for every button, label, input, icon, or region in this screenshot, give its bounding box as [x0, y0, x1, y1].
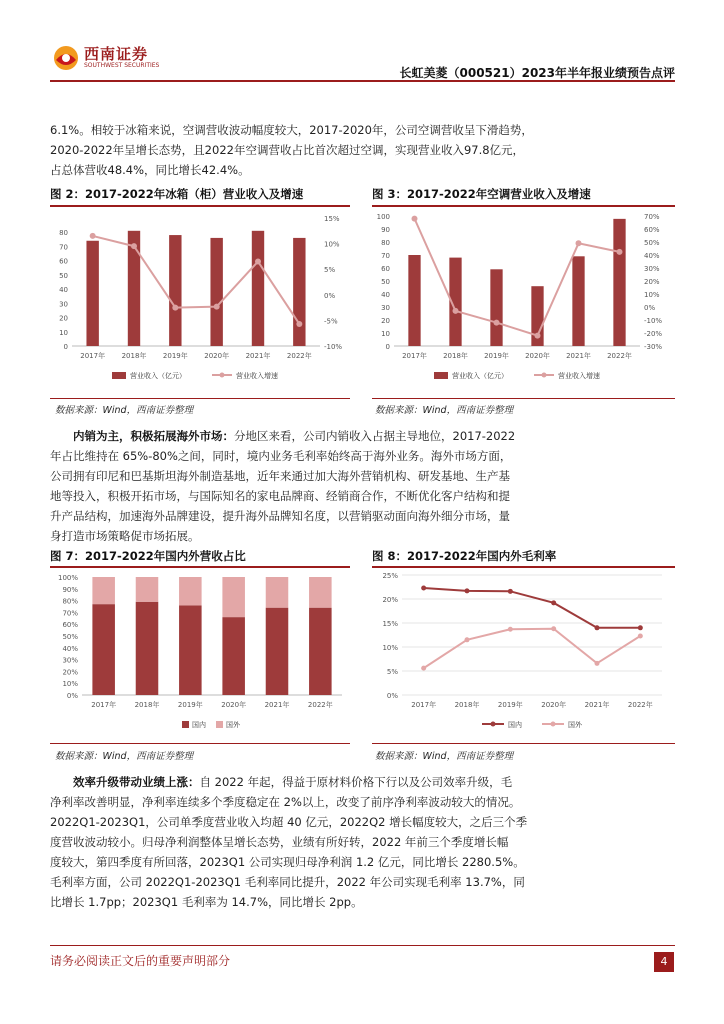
y-tick-label: 40	[59, 286, 68, 295]
y2-tick-label: 0%	[644, 304, 656, 312]
y-tick-label: 20	[59, 314, 68, 323]
y2-tick-label: -5%	[324, 317, 338, 326]
series-line	[424, 629, 641, 668]
y-tick-label: 10	[381, 330, 390, 338]
x-tick-label: 2019年	[177, 701, 203, 709]
x-tick-label: 2021年	[264, 701, 290, 709]
gross-margin-chart	[372, 567, 675, 742]
ac-revenue-chart	[372, 206, 675, 396]
bar	[293, 238, 305, 346]
paragraph-line	[50, 772, 630, 792]
x-tick-label: 2019年	[497, 701, 523, 709]
figure-title: 图 2：2017-2022年冰箱（柜）营业收入及增速	[50, 187, 304, 201]
growth-point	[617, 249, 623, 255]
report-title: 长虹美菱（000521）2023年半年报业绩预告点评	[399, 66, 675, 80]
figure-bottom-rule	[50, 743, 350, 744]
y2-tick-label: 5%	[324, 266, 336, 275]
bar-foreign	[266, 577, 289, 608]
series-point	[595, 625, 600, 630]
figure-bottom-rule	[372, 398, 675, 399]
y-tick-label: 60	[59, 257, 68, 266]
y-tick-label: 40	[381, 291, 390, 299]
legend-label: 国内	[508, 721, 522, 729]
legend-swatch	[182, 721, 189, 728]
bar-foreign	[179, 577, 202, 605]
legend-label: 营业收入（亿元）	[452, 372, 508, 380]
series-point	[508, 627, 513, 632]
y-tick-label: 70	[381, 252, 390, 260]
growth-point	[131, 243, 137, 249]
bar-domestic	[222, 617, 245, 695]
header-divider	[50, 80, 675, 82]
growth-point	[172, 305, 178, 311]
bar	[86, 241, 98, 346]
y2-tick-label: -20%	[644, 330, 663, 338]
legend-label: 国外	[568, 721, 582, 729]
paragraph-line: 升产品结构，加速海外品牌建设，提升海外品牌知名度，以营销驱动面向海外细分市场，量	[50, 509, 510, 523]
paragraph-text: 自 2022 年起，得益于原材料价格下行以及公司效率升级，毛	[199, 775, 513, 789]
y2-tick-label: 10%	[324, 240, 340, 249]
y-tick-label: 80	[59, 229, 68, 238]
fridge-revenue-chart	[50, 206, 350, 396]
bar-domestic	[266, 608, 289, 695]
x-tick-label: 2017年	[402, 352, 427, 360]
y-tick-label: 10	[59, 328, 68, 337]
y-tick-label: 20	[381, 317, 390, 325]
y2-tick-label: 10%	[644, 291, 660, 299]
x-tick-label: 2019年	[162, 352, 188, 360]
x-tick-label: 2020年	[525, 352, 550, 360]
bar-foreign	[136, 577, 159, 602]
growth-line	[93, 236, 300, 324]
x-tick-label: 2019年	[484, 352, 509, 360]
paragraph-text: 分地区来看，公司内销收入占据主导地位，2017-2022	[234, 429, 516, 443]
y2-tick-label: 70%	[644, 213, 660, 221]
domestic-foreign-share-chart	[50, 567, 350, 742]
series-point	[465, 588, 470, 593]
y-tick-label: 20%	[382, 596, 398, 604]
y-tick-label: 60%	[62, 621, 78, 630]
figure-source: 数据来源：Wind，西南证券整理	[55, 751, 194, 762]
y-tick-label: 15%	[382, 620, 398, 628]
legend-label: 营业收入（亿元）	[130, 372, 186, 380]
y2-tick-label: 40%	[644, 252, 660, 260]
series-point	[638, 633, 643, 638]
x-tick-label: 2020年	[204, 352, 230, 360]
paragraph-line: 身打造市场策略促市场拓展。	[50, 529, 200, 543]
bar-foreign	[309, 577, 332, 608]
x-tick-label: 2017年	[411, 701, 437, 709]
legend-label: 营业收入增速	[236, 372, 278, 380]
paragraph-line: 占总体营收48.4%，同比增长42.4%。	[50, 163, 250, 177]
x-tick-label: 2021年	[245, 352, 271, 360]
paragraph-efficiency	[50, 772, 630, 912]
y-tick-label: 0%	[386, 692, 398, 700]
footer-divider	[50, 945, 675, 946]
page-number: 4	[654, 952, 674, 972]
y-tick-label: 10%	[382, 644, 398, 652]
y-tick-label: 0%	[66, 692, 78, 700]
x-tick-label: 2021年	[566, 352, 591, 360]
bar	[572, 256, 584, 346]
bar-domestic	[136, 602, 159, 695]
paragraph-line: 公司拥有印尼和巴基斯坦海外制造基地，近年来通过加大海外营销机构、研发基地、生产基	[50, 469, 510, 483]
x-tick-label: 2017年	[91, 701, 117, 709]
legend-swatch	[112, 372, 126, 379]
paragraph-line	[50, 426, 630, 446]
bar	[252, 231, 264, 346]
x-tick-label: 2022年	[307, 701, 333, 709]
y2-tick-label: 20%	[644, 278, 660, 286]
figure-title: 图 8：2017-2022年国内外毛利率	[372, 549, 557, 563]
growth-point	[453, 308, 459, 314]
y-tick-label: 90%	[62, 585, 78, 594]
growth-line	[415, 219, 620, 336]
bar	[169, 235, 181, 346]
paragraph-line: 6.1%。相较于冰箱来说，空调营收波动幅度较大，2017-2020年，公司空调营收呈下滑趋势，	[50, 123, 533, 137]
y-tick-label: 0	[385, 343, 390, 351]
logo-text-en: SOUTHWEST SECURITIES	[84, 62, 160, 69]
paragraph-line: 年占比维持在 65%-80%之间，同时，境内业务毛利率始终高于海外业务。海外市场方面，	[50, 449, 512, 463]
bar	[490, 269, 502, 346]
series-point	[595, 661, 600, 666]
page-header	[50, 40, 675, 80]
figure-source: 数据来源：Wind，西南证券整理	[55, 405, 194, 416]
y-tick-label: 90	[381, 226, 390, 234]
x-tick-label: 2017年	[80, 352, 106, 360]
legend-swatch	[542, 373, 547, 378]
figure-bottom-rule	[50, 398, 350, 399]
y-tick-label: 80%	[62, 597, 78, 606]
x-tick-label: 2020年	[541, 701, 567, 709]
brand-logo	[50, 40, 200, 76]
paragraph-line: 比增长 1.7pp；2023Q1 毛利率为 14.7%，同比增长 2pp。	[50, 895, 363, 909]
bar-domestic	[92, 604, 115, 695]
growth-point	[296, 321, 302, 327]
figure-bottom-rule	[372, 743, 675, 744]
legend-swatch	[551, 722, 556, 727]
y-tick-label: 100%	[57, 574, 78, 582]
legend-swatch	[220, 373, 225, 378]
y-tick-label: 5%	[386, 668, 398, 676]
y-tick-label: 60	[381, 265, 390, 273]
growth-point	[255, 259, 261, 265]
growth-point	[90, 233, 96, 239]
bar-domestic	[309, 608, 332, 695]
y2-tick-label: 0%	[324, 291, 336, 300]
series-point	[551, 626, 556, 631]
y-tick-label: 80	[381, 239, 390, 247]
y2-tick-label: 30%	[644, 265, 660, 273]
paragraph-line: 毛利率方面，公司 2022Q1-2023Q1 毛利率同比提升，2022 年公司实现毛利率 13.7%，同	[50, 875, 525, 889]
paragraph-overseas	[50, 426, 630, 546]
legend-label: 国内	[192, 721, 206, 729]
y-tick-label: 10%	[62, 680, 78, 689]
y2-tick-label: 15%	[324, 215, 340, 223]
legend-label: 营业收入增速	[558, 372, 600, 380]
x-tick-label: 2021年	[584, 701, 610, 709]
growth-point	[412, 216, 418, 222]
series-point	[421, 666, 426, 671]
series-point	[508, 589, 513, 594]
bar-foreign	[222, 577, 245, 617]
x-tick-label: 2018年	[443, 352, 468, 360]
figure-title: 图 3：2017-2022年空调营业收入及增速	[372, 187, 591, 201]
y-tick-label: 0	[63, 343, 68, 351]
y-tick-label: 100	[376, 213, 390, 221]
x-tick-label: 2018年	[134, 701, 160, 709]
y2-tick-label: 60%	[644, 226, 660, 234]
legend-swatch	[434, 372, 448, 379]
y-tick-label: 70%	[62, 609, 78, 618]
paragraph-lead: 内销为主，积极拓展海外市场：	[73, 429, 234, 443]
figure-title: 图 7：2017-2022年国内外营收占比	[50, 549, 246, 563]
x-tick-label: 2022年	[286, 352, 312, 360]
paragraph-line: 度营收波动较小。归母净利润整体呈增长态势，业绩有所好转，2022 年前三个季度增长幅	[50, 835, 509, 849]
x-tick-label: 2020年	[221, 701, 247, 709]
x-tick-label: 2022年	[627, 701, 653, 709]
bar-domestic	[179, 605, 202, 695]
y2-tick-label: -30%	[644, 343, 663, 351]
series-point	[638, 625, 643, 630]
legend-swatch	[491, 722, 496, 727]
growth-point	[576, 240, 582, 246]
y-tick-label: 50%	[62, 633, 78, 641]
growth-point	[535, 333, 541, 339]
y-tick-label: 20%	[62, 668, 78, 677]
y-tick-label: 30	[381, 304, 390, 312]
bar	[210, 238, 222, 346]
figure-source: 数据来源：Wind，西南证券整理	[375, 405, 514, 416]
bar-foreign	[92, 577, 115, 604]
series-point	[551, 600, 556, 605]
y-tick-label: 40%	[62, 644, 78, 653]
x-tick-label: 2018年	[121, 352, 147, 360]
growth-point	[214, 304, 220, 310]
figure-source: 数据来源：Wind，西南证券整理	[375, 751, 514, 762]
paragraph-line: 地等投入，积极开拓市场，与国际知名的家电品牌商、经销商合作，不断优化客户结构和提	[50, 489, 510, 503]
y2-tick-label: -10%	[644, 317, 663, 325]
legend-label: 国外	[226, 721, 240, 729]
legend-swatch	[216, 721, 223, 728]
y-tick-label: 70	[59, 243, 68, 252]
y-tick-label: 30%	[62, 656, 78, 665]
y2-tick-label: -10%	[324, 343, 343, 351]
paragraph-line: 度较大，第四季度有所回落，2023Q1 公司实现归母净利润 1.2 亿元，同比增长 2280.5%。	[50, 855, 525, 869]
logo-text-cn: 西南证券	[84, 45, 149, 63]
paragraph-lead: 效率升级带动业绩上涨：	[73, 775, 200, 789]
series-line	[424, 588, 641, 628]
y-tick-label: 25%	[382, 572, 398, 580]
logo-icon	[52, 44, 80, 72]
x-tick-label: 2022年	[607, 352, 632, 360]
y-tick-label: 50	[59, 271, 68, 280]
paragraph-line: 净利率改善明显，净利率连续多个季度稳定在 2%以上，改变了前序净利率波动较大的情况。	[50, 795, 521, 809]
bar	[408, 255, 420, 346]
x-tick-label: 2018年	[454, 701, 480, 709]
bar	[613, 219, 625, 346]
footer-disclaimer: 请务必阅读正文后的重要声明部分	[50, 954, 231, 968]
paragraph-line: 2022Q1-2023Q1，公司单季度营业收入均超 40 亿元，2022Q2 增长幅度较大，之后三个季	[50, 815, 528, 829]
paragraph-line: 2020-2022年呈增长态势，且2022年空调营收占比首次超过空调，实现营业收入97.8亿元，	[50, 143, 525, 157]
y-tick-label: 30	[59, 300, 68, 309]
y-tick-label: 50	[381, 278, 390, 286]
series-point	[465, 637, 470, 642]
y2-tick-label: 50%	[644, 239, 660, 247]
paragraph-intro	[50, 120, 630, 180]
growth-point	[494, 320, 500, 326]
series-point	[421, 585, 426, 590]
